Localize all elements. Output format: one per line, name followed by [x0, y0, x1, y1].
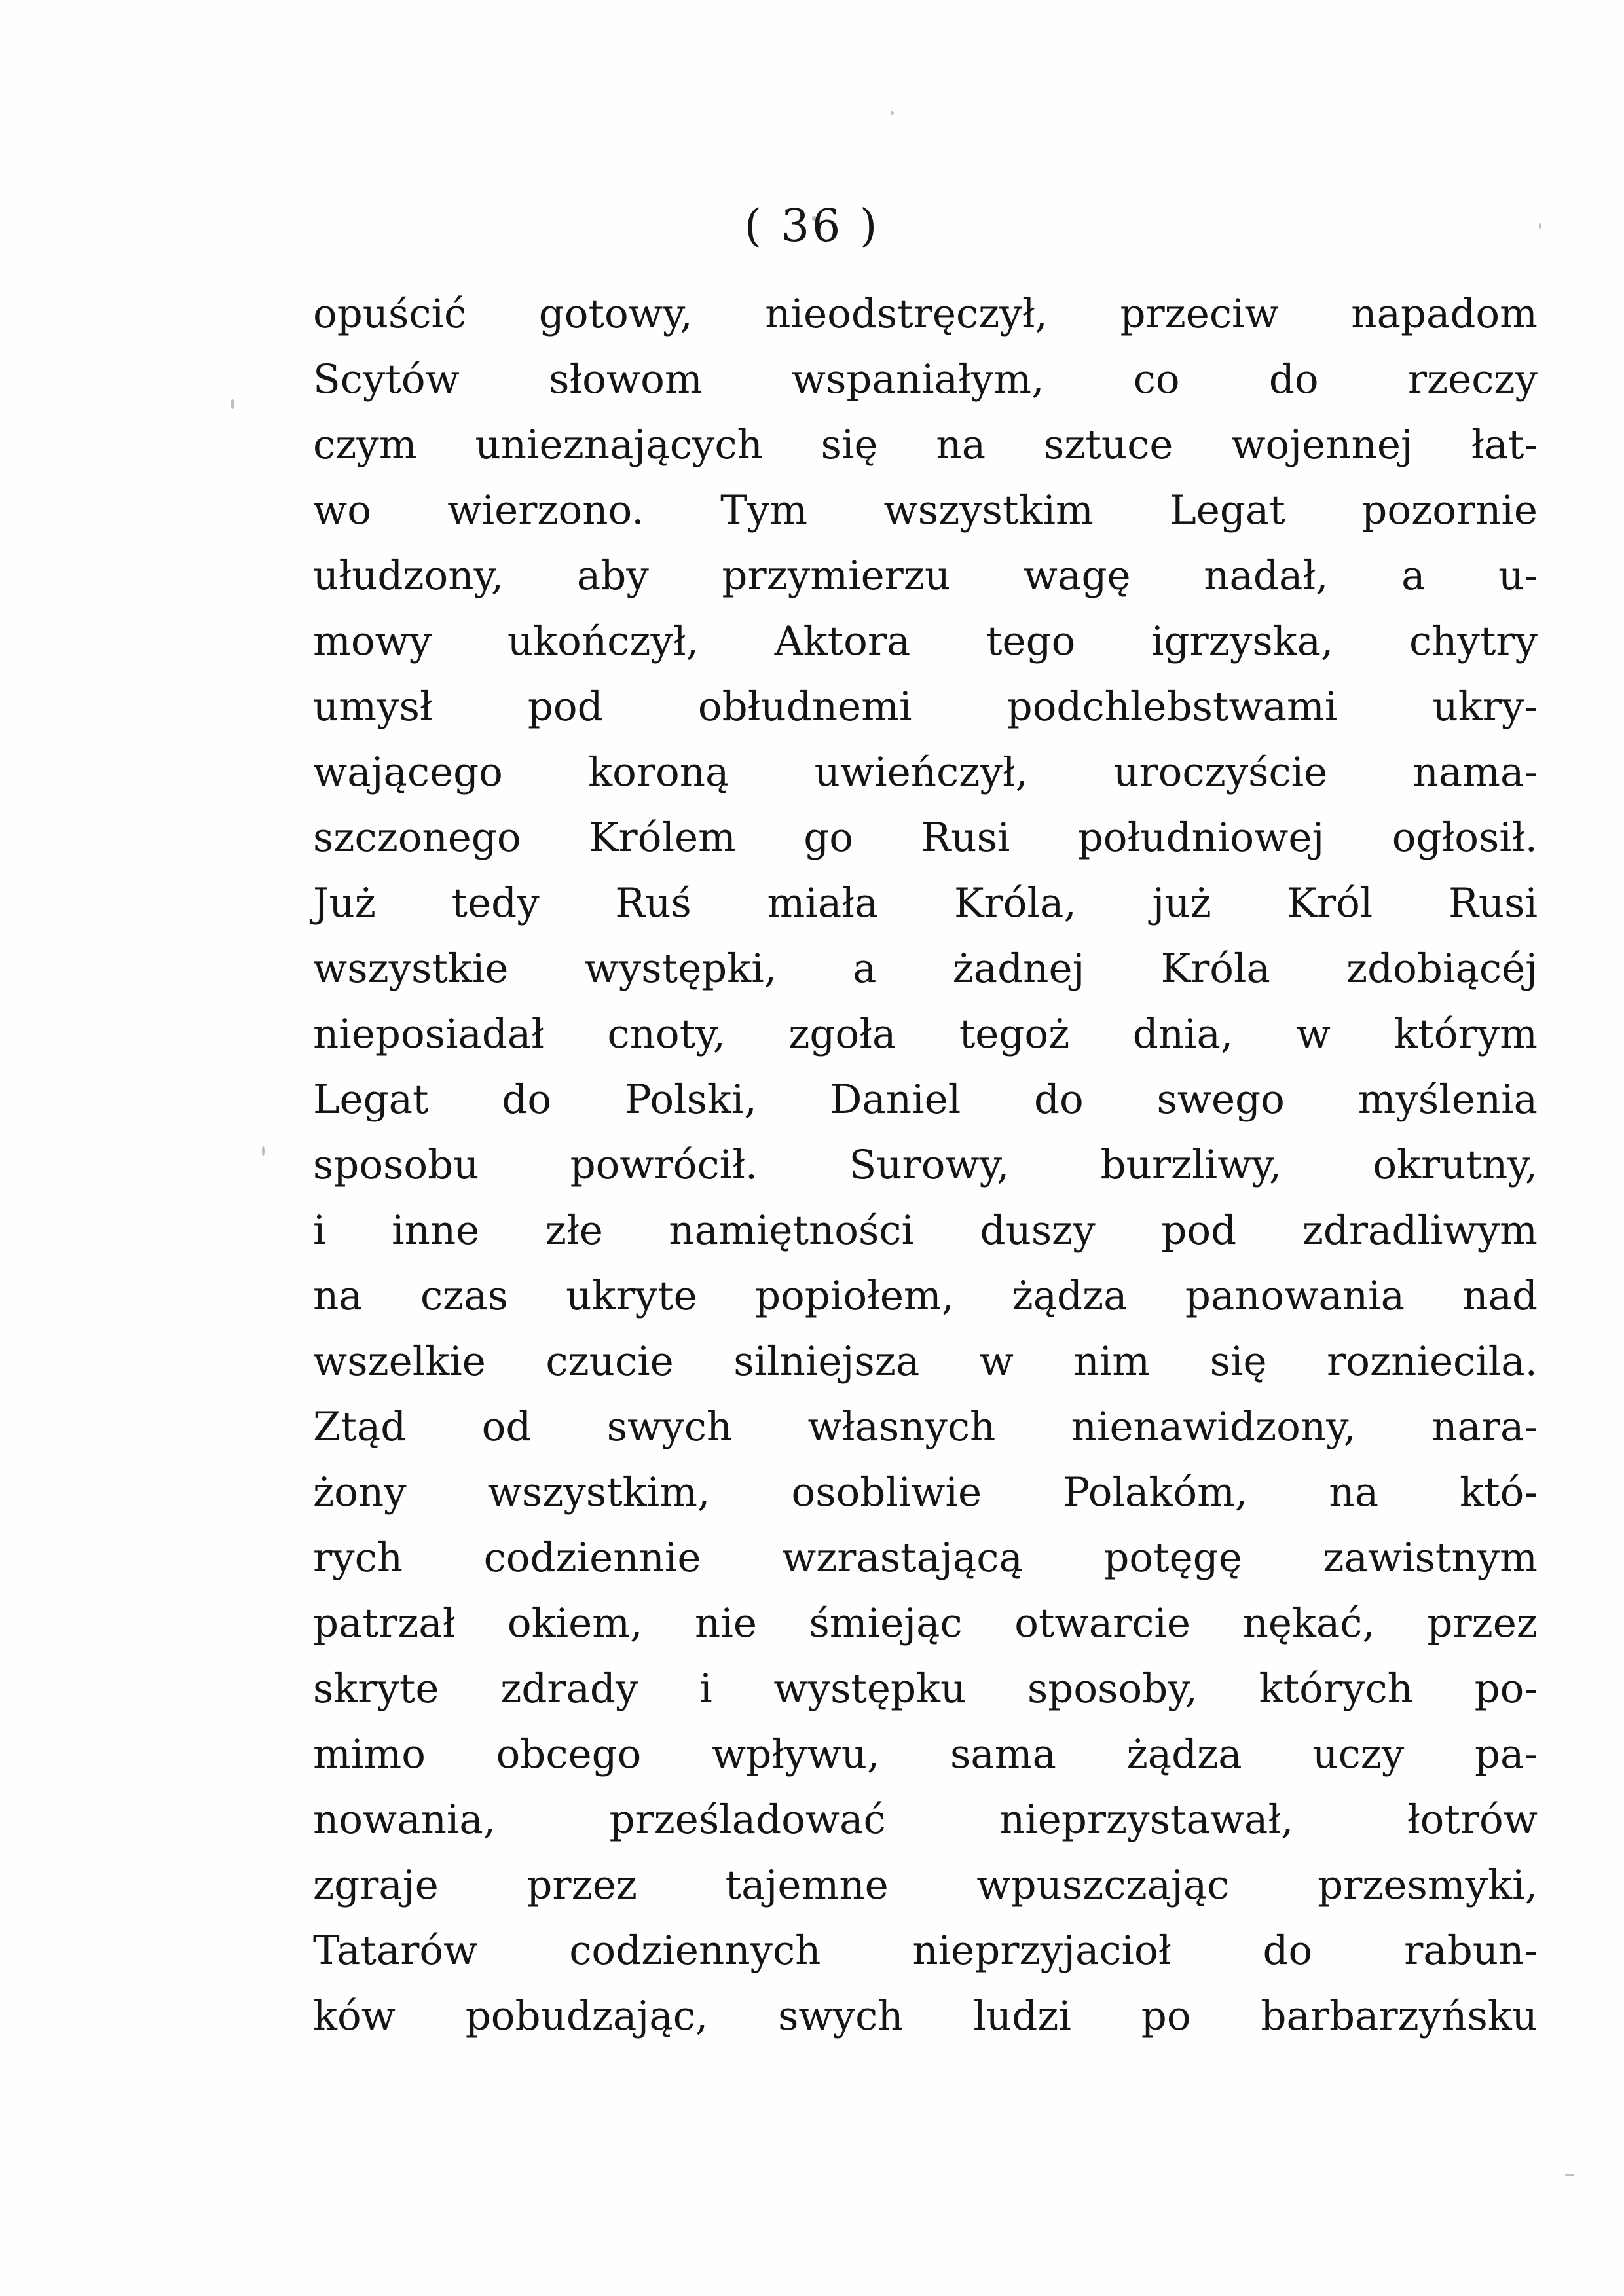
text-line: umysł pod obłudnemi podchlebstwami ukry- [313, 683, 1538, 730]
paper-speck [262, 1146, 265, 1156]
text-line: nowania, prześladować nieprzystawał, łotrów [313, 1796, 1538, 1843]
text-line: mowy ukończył, Aktora tego igrzyska, chytry [313, 618, 1538, 665]
text-line: wszystkie występki, a żadnej Króla zdobiącéj [313, 945, 1538, 992]
text-line: ułudzony, aby przymierzu wagę nadał, a u- [313, 553, 1538, 599]
text-line: żony wszystkim, osobliwie Polakóm, na któ- [313, 1469, 1538, 1516]
text-line: na czas ukryte popiołem, żądza panowania nad [313, 1273, 1538, 1319]
text-line: wo wierzono. Tym wszystkim Legat pozornie [313, 487, 1538, 534]
text-line: mimo obcego wpływu, sama żądza uczy pa- [313, 1731, 1538, 1777]
text-line: Scytów słowom wspaniałym, co do rzeczy [313, 356, 1538, 403]
text-line: Tatarów codziennych nieprzyjacioł do rabun- [313, 1927, 1538, 1974]
page-number: ( 36 ) [744, 200, 880, 252]
text-line: ków pobudzając, swych ludzi po barbarzyńsku [313, 1993, 1538, 2039]
text-line: skryte zdrady i występku sposoby, których po- [313, 1666, 1538, 1712]
paper-speck [891, 111, 894, 115]
text-line: Już tedy Ruś miała Króla, już Król Rusi [313, 880, 1538, 926]
text-line: patrzał okiem, nie śmiejąc otwarcie nękać, przez [313, 1600, 1538, 1647]
text-line: szczonego Królem go Rusi południowej ogłosił. [313, 814, 1538, 861]
text-line: nieposiadał cnoty, zgoła tegoż dnia, w którym [313, 1011, 1538, 1057]
text-line: wszelkie czucie silniejsza w nim się rozniecila. [313, 1338, 1538, 1385]
text-line: Ztąd od swych własnych nienawidzony, nara- [313, 1404, 1538, 1450]
text-line: Legat do Polski, Daniel do swego myślenia [313, 1076, 1538, 1123]
paper-speck [231, 399, 234, 409]
paper-speck [1565, 2174, 1574, 2176]
text-line: opuścić gotowy, nieodstręczył, przeciw napadom [313, 291, 1538, 337]
text-line: wającego koroną uwieńczył, uroczyście nama- [313, 749, 1538, 795]
text-line: zgraje przez tajemne wpuszczając przesmyki, [313, 1862, 1538, 1908]
text-line: rych codziennie wzrastającą potęgę zawistnym [313, 1535, 1538, 1581]
text-line: czym unieznających się na sztuce wojennej łat- [313, 422, 1538, 468]
body-text [313, 282, 1538, 2049]
text-line: i inne złe namiętności duszy pod zdradliwym [313, 1207, 1538, 1254]
text-line: sposobu powrócił. Surowy, burzliwy, okrutny, [313, 1142, 1538, 1188]
